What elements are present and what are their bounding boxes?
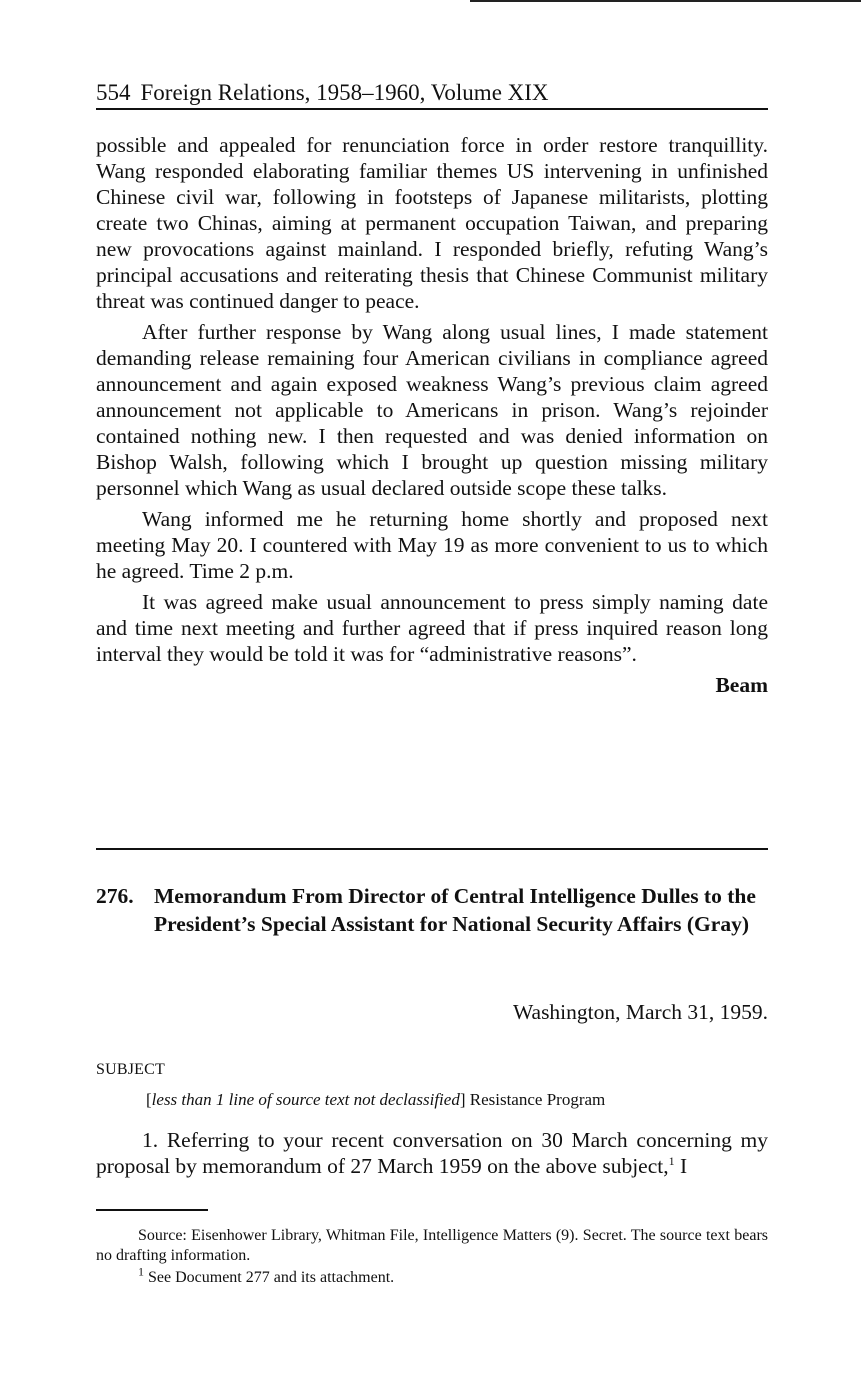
document-title [154,882,768,938]
running-title: Foreign Relations, 1958–1960, Volume XIX [140,80,549,105]
dateline: Washington, March 31, 1959. [512,1000,768,1024]
paragraph: After further response by Wang along usual lines, I made statement demanding release remaining four American civilians in compliance agreed announcement and again exposed weakness Wang’s previous claim agreed announcement not applicable to Americans in prison. Wang’s rejoinder contained nothing new. I then requested and was denied information on Bishop Walsh, following which I brought up question missing military personnel which Wang as usual declared outside scope these talks. [96,320,768,500]
source-note: Source: Eisenhower Library, Whitman File, Intelligence Matters (9). Secret. The source text bears no drafting information. [96,1227,768,1264]
paragraph: Wang informed me he returning home shortly and proposed next meeting May 20. I countered with May 19 as more convenient to us to which he agreed. Time 2 p.m. [96,507,768,583]
memo-paragraph-1-text: 1. Referring to your recent conversation on 30 March concerning my proposal by memorandum of 27 March 1959 on the above subject, [96,1128,768,1178]
footnote-rule [96,1209,208,1211]
top-edge-rule [470,0,861,2]
footnotes [96,1226,768,1290]
running-header [96,78,768,110]
subject-label: SUBJECT [96,1061,165,1078]
subject-text: Resistance Program [469,1090,606,1109]
section-divider [96,848,768,850]
subject-italic-note: less than 1 line of source text not declassified [151,1090,460,1109]
subject-line: [less than 1 line of source text not declassified] Resistance Program [146,1090,606,1109]
document-title-text: Memorandum From Director of Central Intelligence Dulles to the President’s Special Assistant for National Security Affairs (Gray) [154,884,756,936]
footnote-1-marker: 1 [138,1264,144,1279]
body-text [96,132,768,698]
memo-paragraph-1-tail: I [674,1154,688,1178]
paragraph: It was agreed make usual announcement to press simply naming date and time next meeting and further agreed that if press inquired reason long interval they would be told it was for “administrative reasons”. [96,590,768,666]
page-number: 554 [96,80,131,105]
signature: Beam [715,673,768,697]
footnote-ref-1: 1 [668,1153,675,1168]
document-heading [96,882,768,938]
document-number: 276. [96,884,134,908]
memo-paragraph-1 [96,1127,768,1179]
footnote-1 [96,1264,768,1288]
paragraph-continued: possible and appealed for renunciation force in order restore tranquillity. Wang responded elaborating familiar themes US intervening in unfinished Chinese civil war, following in footsteps of Japanese militarists, plotting create two Chinas, aiming at permanent occupation Taiwan, and preparing new provocations against mainland. I responded briefly, refuting Wang’s principal accusations and reiterating thesis that Chinese Communist military threat was continued danger to peace. [96,133,768,313]
footnote-1-text: See Document 277 and its attachment. [148,1269,395,1286]
